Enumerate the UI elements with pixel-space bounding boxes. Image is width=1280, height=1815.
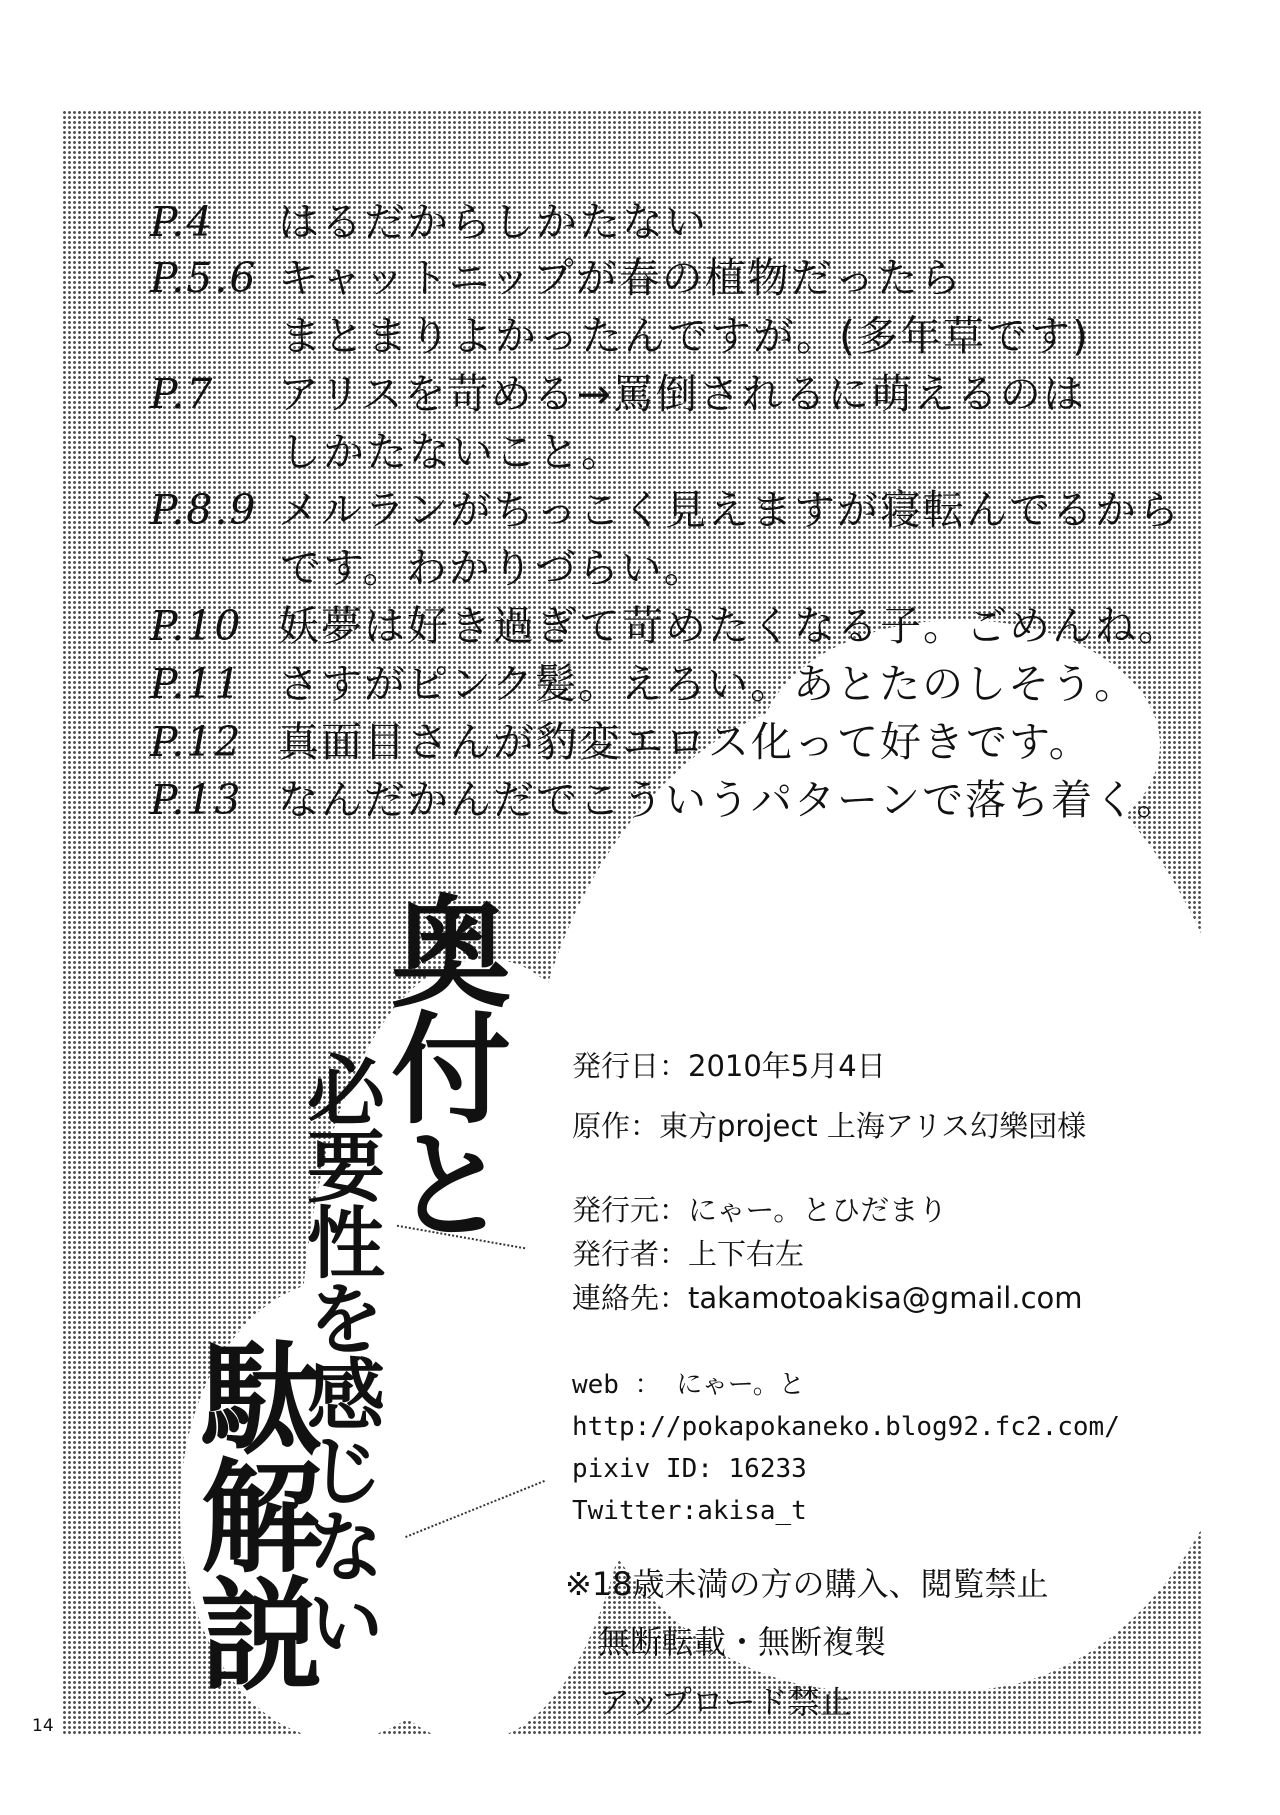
page-ref: P.5.6: [150, 254, 258, 302]
note-row: [150, 370, 1086, 418]
note-text-continued: まとまりよかったんですが。(多年草です): [280, 312, 1090, 360]
original-work: 原作：東方project 上海アリス幻樂団様: [572, 1109, 1087, 1143]
upload-notice: アップロード禁止: [598, 1683, 852, 1721]
web-label: web ： にゃー。と: [572, 1370, 805, 1400]
note-text: キャットニップが春の植物だったら: [278, 254, 963, 302]
title-subtitle: 必要性を感じない: [294, 1050, 384, 1658]
note-text: メルランがちっこく見えますが寝転んでるから: [278, 486, 1181, 534]
publisher: 発行元：にゃー。とひだまり: [572, 1193, 948, 1227]
contact-email: 連絡先：takamotoakisa@gmail.com: [572, 1281, 1083, 1315]
page-ref: P.4: [150, 198, 215, 246]
page-ref: P.7: [150, 370, 215, 418]
note-row: [150, 198, 708, 246]
issue-date: 発行日：2010年5月4日: [572, 1049, 886, 1083]
page-ref: P.8.9: [150, 486, 258, 534]
web-url: http://pokapokaneko.blog92.fc2.com/: [572, 1412, 1120, 1442]
reproduction-notice: 無断転載・無断複製: [598, 1623, 887, 1661]
pixiv-id: pixiv ID: 16233: [572, 1454, 807, 1484]
note-text: さすがピンク髪。えろい。あとたのしそう。: [278, 660, 1138, 708]
title-part-2: 駄解説: [180, 1335, 322, 1689]
note-row: [150, 254, 963, 302]
note-row: [150, 776, 1180, 824]
issuer: 発行者：上下右左: [572, 1237, 805, 1271]
page-ref: P.13: [150, 776, 243, 824]
title-part-1: 奥付と: [371, 890, 510, 1238]
note-row: [150, 602, 1181, 650]
note-text-continued: しかたないこと。: [280, 428, 624, 476]
note-row: [150, 718, 1092, 766]
note-text: はるだからしかたない: [278, 198, 708, 246]
note-row: [150, 486, 1181, 534]
note-text-continued: です。わかりづらい。: [280, 544, 707, 592]
page-number: 14: [32, 1716, 54, 1736]
page-ref: P.12: [150, 718, 243, 766]
note-row: [150, 660, 1138, 708]
twitter-handle: Twitter:akisa_t: [572, 1496, 807, 1526]
note-text: なんだかんだでこういうパターンで落ち着く。: [278, 776, 1180, 824]
note-text: 真面目さんが豹変エロス化って好きです。: [278, 718, 1092, 766]
note-text: 妖夢は好き過ぎて苛めたくなる子。ごめんね。: [278, 602, 1181, 650]
page-ref: P.11: [150, 660, 243, 708]
page-ref: P.10: [150, 602, 243, 650]
age-restriction-notice: ※18歳未満の方の購入、閲覧禁止: [565, 1565, 1049, 1603]
note-text: アリスを苛める→罵倒されるに萌えるのは: [278, 370, 1086, 418]
